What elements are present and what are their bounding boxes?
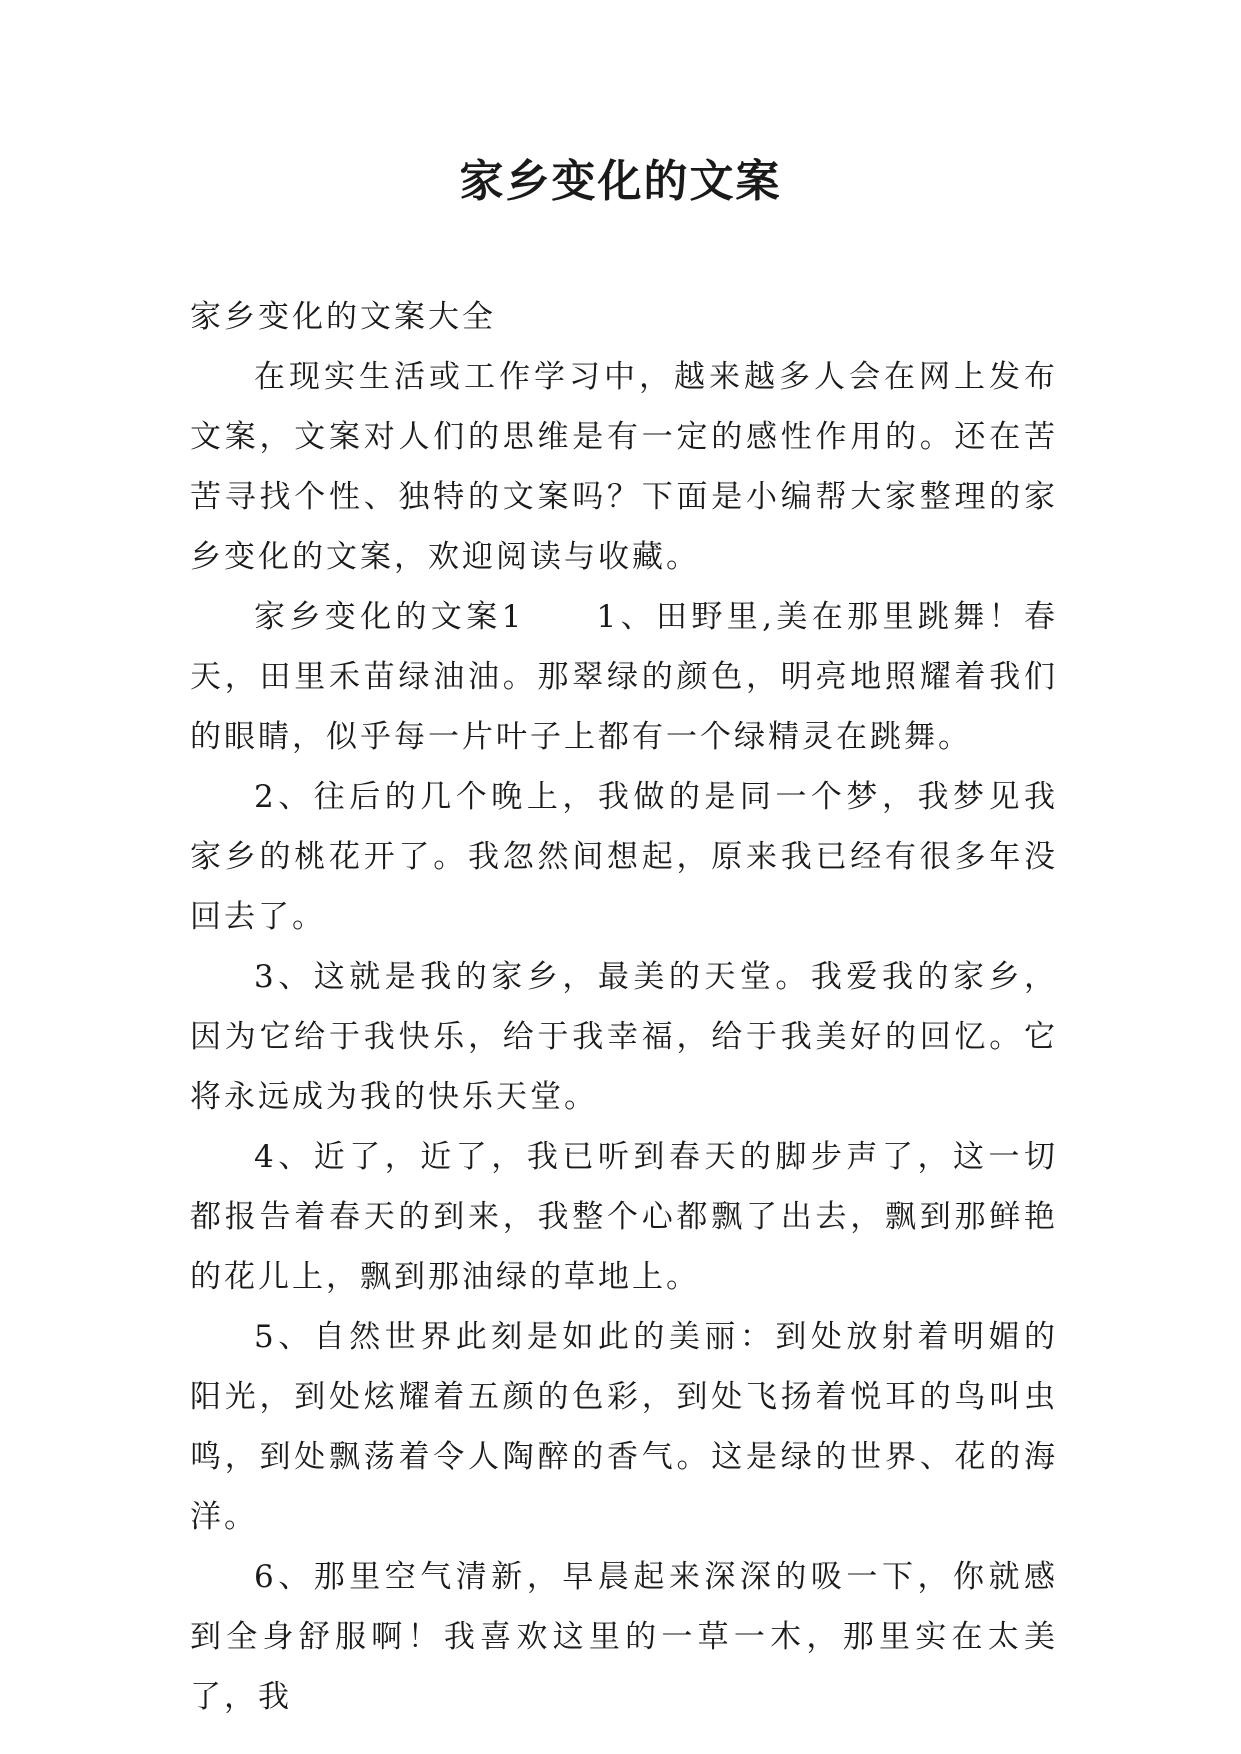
paragraph-item-6: 6、那里空气清新，早晨起来深深的吸一下，你就感到全身舒服啊！我喜欢这里的一草一木，那里实在太美了，我 [190, 1559, 1058, 1715]
paragraph-item-2: 2、往后的几个晚上，我做的是同一个梦，我梦见我家乡的桃花开了。我忽然间想起，原来我已经有很多年没回去了。 [190, 779, 1058, 935]
document-subtitle: 家乡变化的文案大全 [190, 299, 496, 335]
document-title: 家乡变化的文案 [459, 156, 782, 207]
paragraph-item-1: 家乡变化的文案1 1、田野里,美在那里跳舞！春天，田里禾苗绿油油。那翠绿的颜色，明亮地照耀着我们的眼睛，似乎每一片叶子上都有一个绿精灵在跳舞。 [190, 599, 1058, 755]
document-body [190, 287, 1058, 1727]
paragraph-intro: 在现实生活或工作学习中，越来越多人会在网上发布文案，文案对人们的思维是有一定的感性作用的。还在苦苦寻找个性、独特的文案吗？下面是小编帮大家整理的家乡变化的文案，欢迎阅读与收藏。 [190, 359, 1058, 575]
paragraph-item-3: 3、这就是我的家乡，最美的天堂。我爱我的家乡，因为它给于我快乐，给于我幸福，给于我美好的回忆。它将永远成为我的快乐天堂。 [190, 959, 1058, 1115]
paragraph-item-5: 5、自然世界此刻是如此的美丽：到处放射着明媚的阳光，到处炫耀着五颜的色彩，到处飞扬着悦耳的鸟叫虫鸣，到处飘荡着令人陶醉的香气。这是绿的世界、花的海洋。 [190, 1319, 1058, 1535]
paragraph-item-4: 4、近了，近了，我已听到春天的脚步声了，这一切都报告着春天的到来，我整个心都飘了出去，飘到那鲜艳的花儿上，飘到那油绿的草地上。 [190, 1139, 1058, 1295]
